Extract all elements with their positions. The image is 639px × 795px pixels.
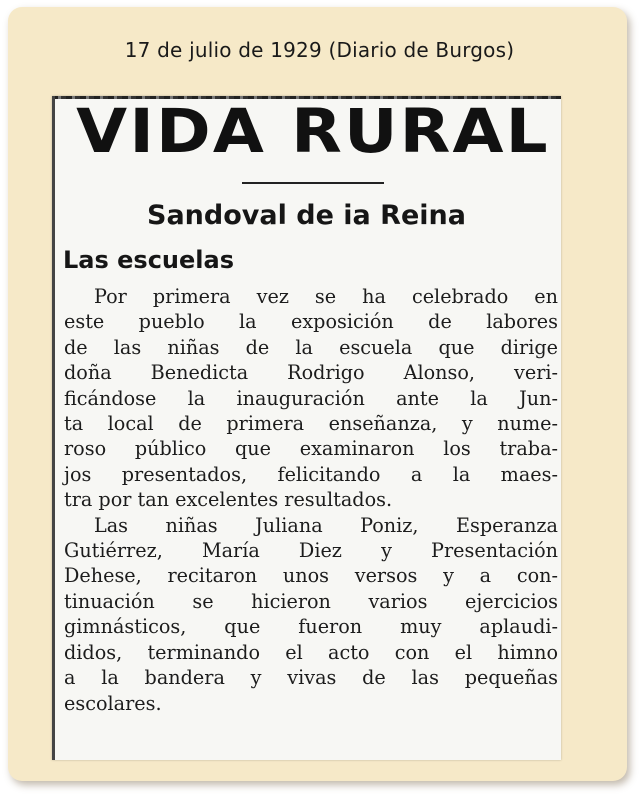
text-line: Dehese, recitaron unos versos y a con- — [64, 564, 558, 588]
text-line: de las niñas de la escuela que dirige — [64, 335, 558, 359]
masthead-title: VIDA RURAL — [76, 96, 550, 167]
text-line: Por primera vez se ha celebrado en — [94, 285, 558, 308]
text-line: Gutiérrez, María Diez y Presentación — [64, 539, 558, 563]
place-heading: Sandoval de ia Reina — [147, 200, 466, 231]
text-line: tra por tan excelentes resultados. — [64, 488, 393, 512]
text-line: Las niñas Juliana Poniz, Esperanza — [94, 513, 558, 537]
title-divider — [242, 182, 384, 184]
paragraph-2 — [64, 513, 558, 716]
newspaper-clipping — [52, 96, 561, 760]
clipping-caption: 17 de julio de 1929 (Diario de Burgos) — [124, 38, 515, 62]
text-line: jos presentados, felicitando a la maes- — [64, 462, 558, 486]
text-line: gimnásticos, que fueron muy aplaudi- — [64, 615, 558, 639]
paragraph-1 — [64, 284, 558, 513]
text-line: doña Benedicta Rodrigo Alonso, veri- — [64, 361, 558, 385]
text-line: a la bandera y vivas de las pequeñas — [64, 666, 558, 690]
text-line: ta local de primera enseñanza, y nume- — [64, 412, 558, 436]
text-line: tinuación se hicieron varios ejercicios — [64, 589, 558, 613]
torn-edge-left — [52, 96, 55, 760]
text-line: didos, terminando el acto con el himno — [64, 640, 558, 664]
text-line: ficándose la inauguración ante la Jun- — [64, 386, 558, 410]
article-body — [64, 284, 558, 716]
text-line: este pueblo la exposición de labores — [64, 310, 558, 334]
text-line: escolares. — [64, 691, 162, 715]
section-heading: Las escuelas — [63, 246, 234, 274]
text-line: roso público que examinaron los traba- — [64, 437, 558, 461]
